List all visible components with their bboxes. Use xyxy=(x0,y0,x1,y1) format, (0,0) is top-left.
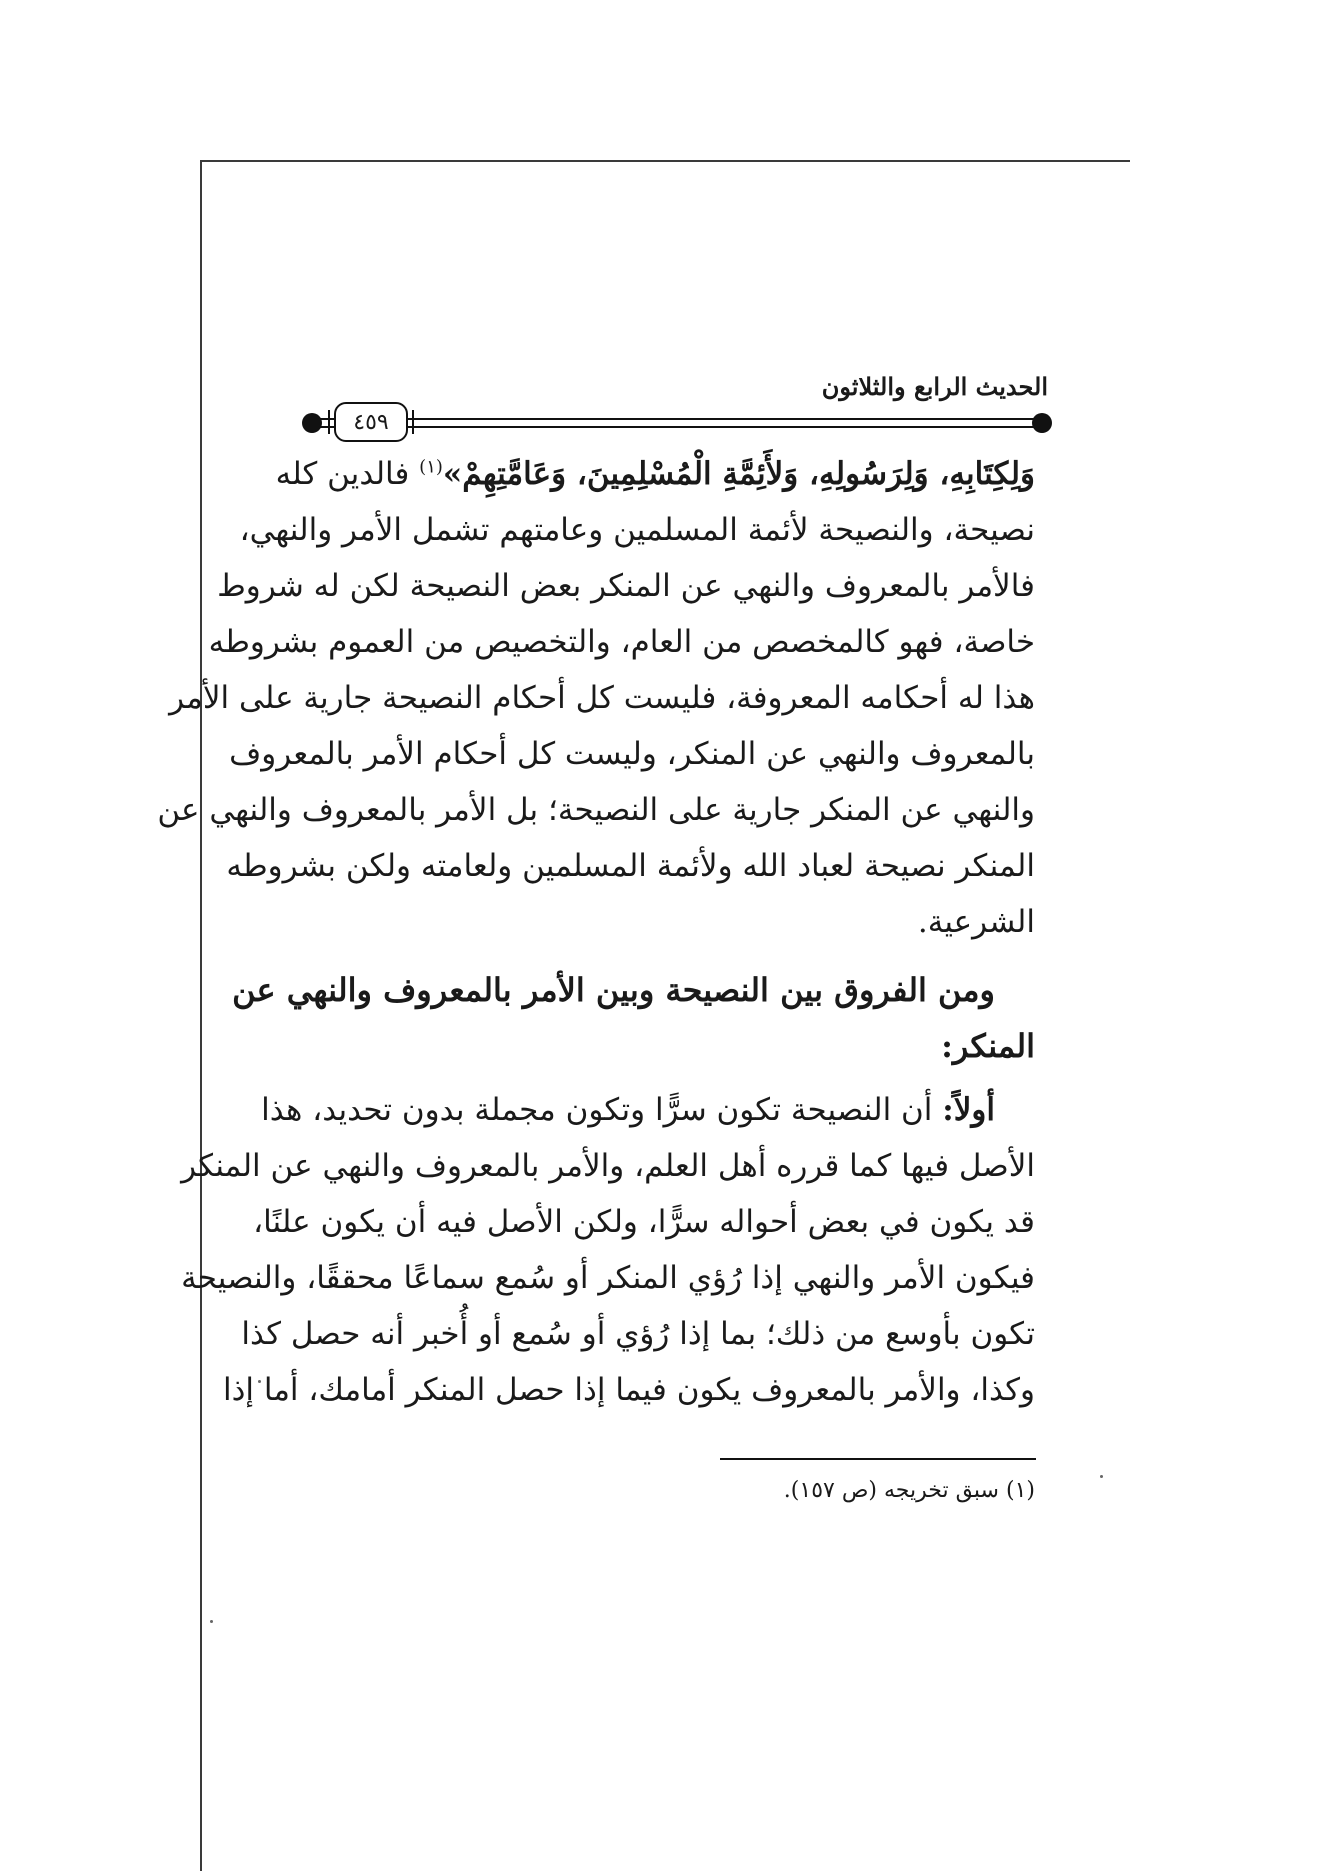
text-line: الأصل فيها كما قرره أهل العلم، والأمر بالمعروف والنهي عن المنكر xyxy=(181,1148,1035,1184)
text-line: بالمعروف والنهي عن المنكر، وليست كل أحكام الأمر بالمعروف xyxy=(229,736,1035,772)
text-line: نصيحة، والنصيحة لأئمة المسلمين وعامتهم تشمل الأمر والنهي، xyxy=(239,512,1035,548)
text-run: أن النصيحة تكون سرًّا وتكون مجملة بدون تحديد، هذا xyxy=(261,1092,943,1128)
heading-line: ومن الفروق بين النصيحة وبين الأمر بالمعروف والنهي عن xyxy=(232,971,995,1009)
text-line: قد يكون في بعض أحواله سرًّا، ولكن الأصل فيه أن يكون علنًا، xyxy=(253,1204,1035,1240)
scan-speck xyxy=(1100,1475,1103,1478)
paragraph-1 xyxy=(157,446,1035,950)
scan-speck xyxy=(210,1620,213,1623)
text-line xyxy=(275,446,1035,502)
paragraph-2 xyxy=(181,1082,1035,1418)
text-run: فالدين كله xyxy=(275,456,420,492)
hadith-quote: وَلِكِتَابِهِ، وَلِرَسُولِهِ، وَلأَئِمَّةِ الْمُسْلِمِينَ، وَعَامَّتِهِمْ» xyxy=(442,456,1035,492)
page-number-text: ٤٥٩ xyxy=(353,409,389,435)
text-line xyxy=(261,1082,1035,1138)
header-ornament-dot-left xyxy=(302,413,322,433)
text-line: وكذا، والأمر بالمعروف يكون فيما إذا حصل المنكر أمامك، أما إذا xyxy=(222,1372,1035,1408)
footnote-marker: (١) xyxy=(419,456,443,478)
scan-edge-top xyxy=(200,160,1130,162)
text-line: والنهي عن المنكر جارية على النصيحة؛ بل الأمر بالمعروف والنهي عن xyxy=(157,792,1035,828)
text-line: خاصة، فهو كالمخصص من العام، والتخصيص من العموم بشروطه xyxy=(208,624,1035,660)
text-line: المنكر نصيحة لعباد الله ولأئمة المسلمين ولعامته ولكن بشروطه xyxy=(226,848,1035,884)
footnote: (١) سبق تخريجه (ص ١٥٧). xyxy=(783,1478,1035,1503)
header-ornament-dot-right xyxy=(1032,413,1052,433)
text-line: فيكون الأمر والنهي إذا رُؤي المنكر أو سُمع سماعًا محققًا، والنصيحة xyxy=(181,1260,1035,1296)
point-label: أولاً: xyxy=(942,1092,995,1128)
heading-line: المنكر: xyxy=(941,1027,1035,1065)
footnote-separator xyxy=(720,1458,1036,1460)
text-line: الشرعية. xyxy=(917,904,1035,940)
section-heading xyxy=(232,962,1035,1074)
page-number xyxy=(334,402,408,442)
text-line: فالأمر بالمعروف والنهي عن المنكر بعض النصيحة لكن له شروط xyxy=(217,568,1035,604)
header-double-rule xyxy=(320,418,1036,428)
running-title: الحديث الرابع والثلاثون xyxy=(821,372,1048,401)
scan-edge-left xyxy=(200,160,202,1871)
text-line: هذا له أحكامه المعروفة، فليست كل أحكام النصيحة جارية على الأمر xyxy=(169,680,1035,716)
text-line: تكون بأوسع من ذلك؛ بما إذا رُؤي أو سُمع أو أُخبر أنه حصل كذا xyxy=(241,1316,1035,1352)
